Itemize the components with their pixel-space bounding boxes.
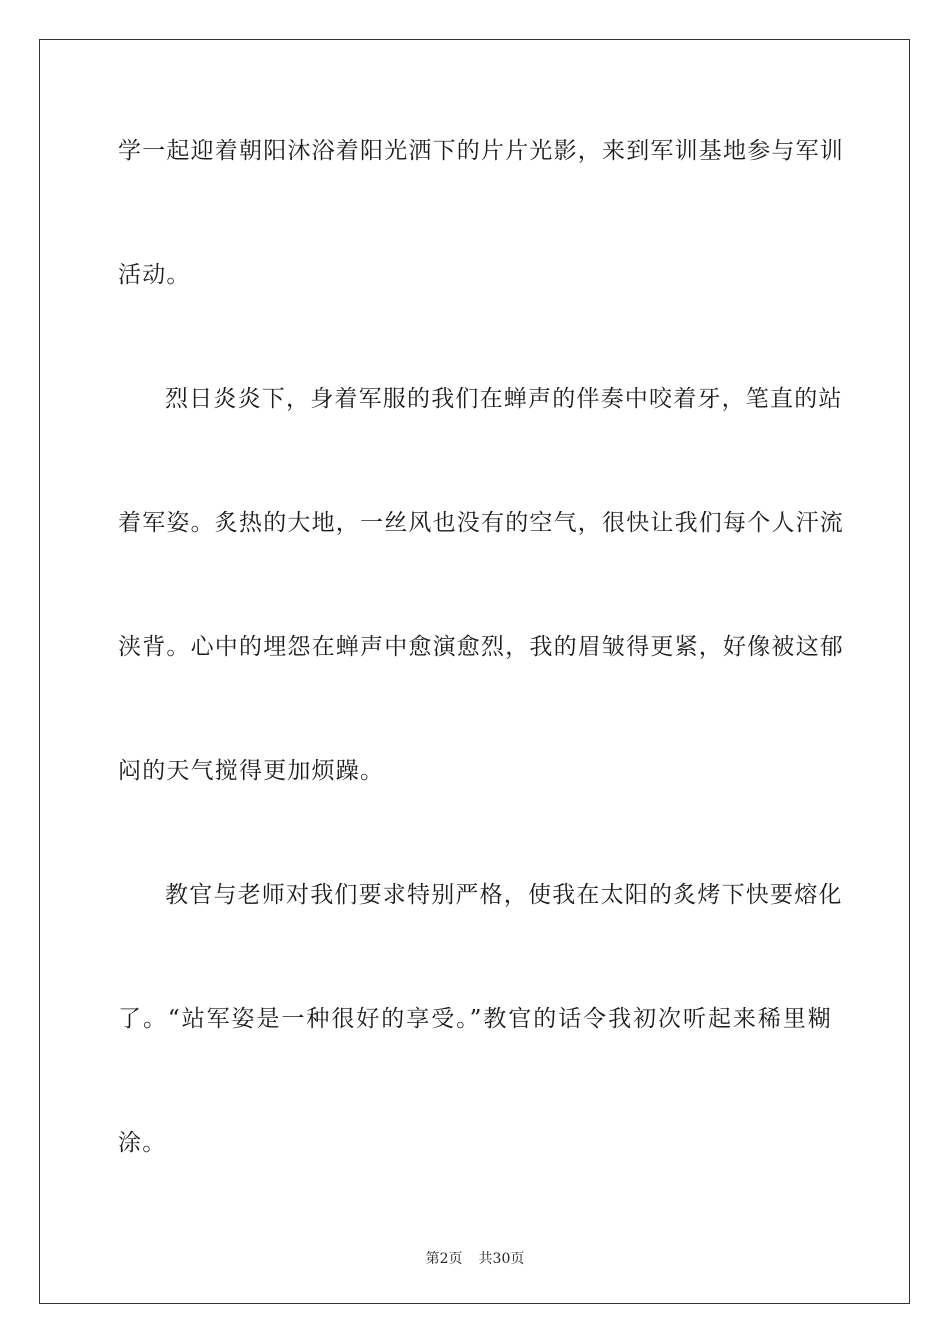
page-number: 第2页 xyxy=(425,1251,463,1267)
paragraph-line: 学一起迎着朝阳沐浴着阳光洒下的片片光影，来到军训基地参与军训 xyxy=(118,138,844,164)
page-total: 共30页 xyxy=(478,1251,525,1267)
paragraph-line: 浃背。心中的埋怨在蝉声中愈演愈烈，我的眉皱得更紧，好像被这郁 xyxy=(118,634,844,660)
paragraph-line: 闷的天气搅得更加烦躁。 xyxy=(118,758,385,784)
page-footer xyxy=(0,1248,950,1268)
paragraph-line: 活动。 xyxy=(118,262,191,288)
paragraph-line: 烈日炎炎下，身着军服的我们在蝉声的伴奏中咬着牙，笔直的站 xyxy=(165,386,843,412)
paragraph-line: 涂。 xyxy=(118,1130,167,1156)
paragraph-line: 教官与老师对我们要求特别严格，使我在太阳的炙烤下快要熔化 xyxy=(165,882,843,908)
page-border xyxy=(39,39,910,1304)
paragraph-line: 了。“站军姿是一种很好的享受。”教官的话令我初次听起来稀里糊 xyxy=(118,1006,832,1032)
paragraph-line: 着军姿。炙热的大地，一丝风也没有的空气，很快让我们每个人汗流 xyxy=(118,510,844,536)
